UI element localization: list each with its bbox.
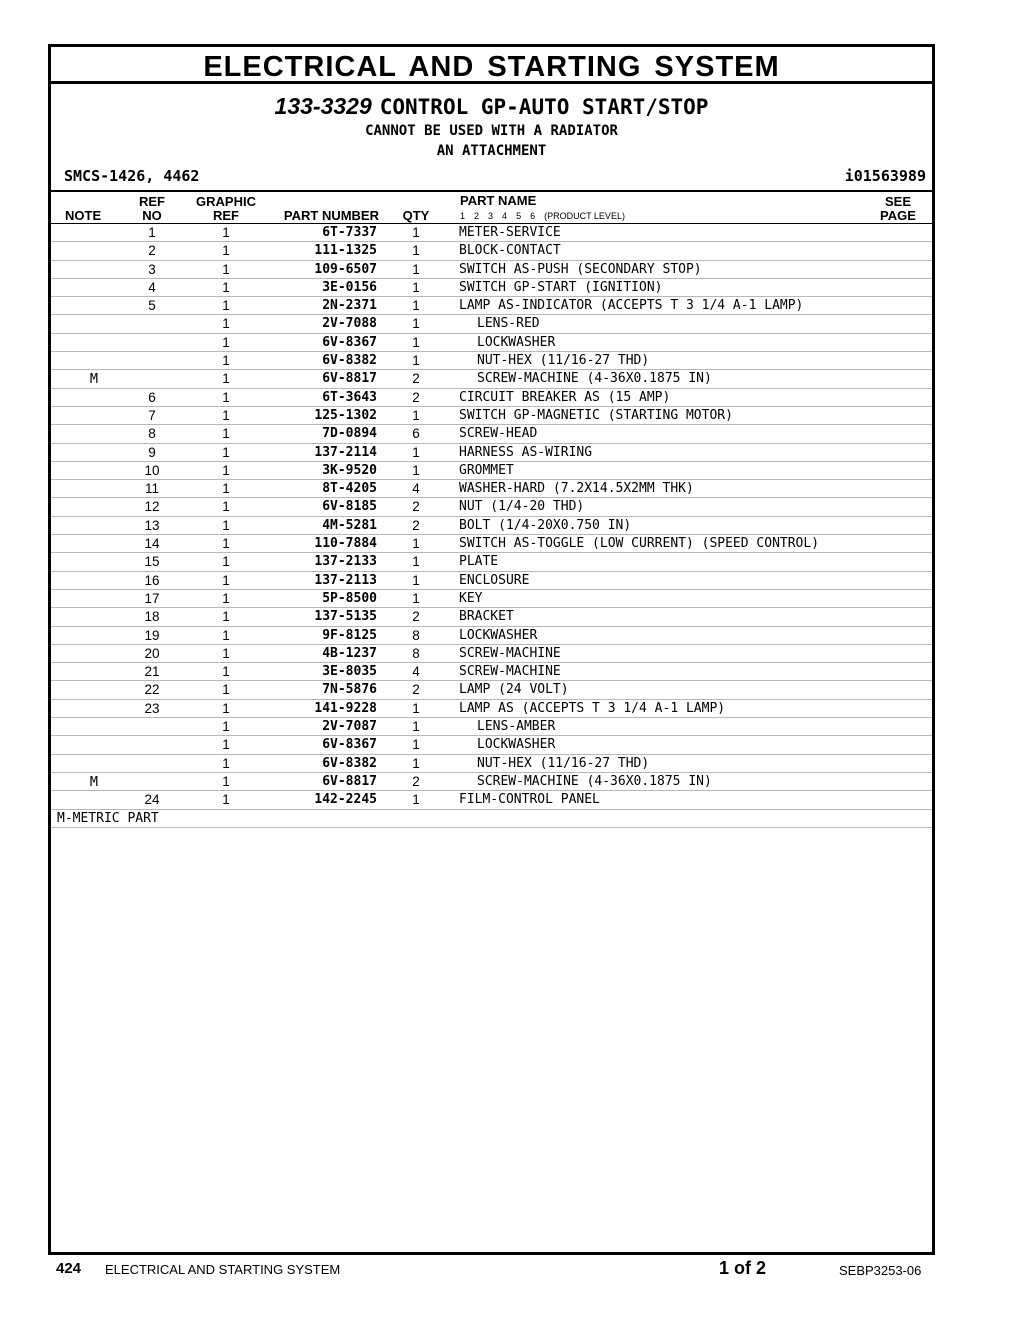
col-header-part-number: PART NUMBER — [283, 208, 379, 223]
row-part-number: 2N-2371 — [322, 298, 377, 314]
row-qty: 4 — [412, 664, 420, 680]
smcs-codes: SMCS-1426, 4462 — [64, 167, 200, 185]
row-ref-no: 7 — [148, 407, 156, 423]
table-row — [51, 425, 932, 443]
level-2: 2 — [474, 211, 480, 221]
row-ref-no: 6 — [148, 389, 156, 405]
row-ref-no: 3 — [148, 261, 156, 277]
row-graphic-ref: 1 — [222, 590, 230, 606]
row-ref-no: 16 — [144, 572, 160, 588]
row-part-name: LAMP (24 VOLT) — [459, 682, 569, 698]
table-row — [51, 444, 932, 462]
row-ref-no: 18 — [144, 609, 160, 625]
table-row — [51, 407, 932, 425]
row-graphic-ref: 1 — [222, 682, 230, 698]
table-row — [51, 462, 932, 480]
row-part-name: GROMMET — [459, 462, 514, 478]
row-part-number: 7D-0894 — [322, 426, 377, 442]
row-ref-no: 5 — [148, 298, 156, 314]
page-title: ELECTRICAL AND STARTING SYSTEM — [203, 51, 780, 83]
row-graphic-ref: 1 — [222, 554, 230, 570]
table-row — [51, 315, 932, 333]
row-graphic-ref: 1 — [222, 572, 230, 588]
row-ref-no: 13 — [144, 517, 160, 533]
row-qty: 1 — [412, 279, 420, 295]
table-row — [51, 773, 932, 791]
table-row — [51, 517, 932, 535]
table-row — [51, 645, 932, 663]
level-5: 5 — [516, 211, 522, 221]
col-header-graphic-bottom: REF — [213, 208, 239, 223]
row-qty: 1 — [412, 755, 420, 771]
metric-note-row — [51, 810, 932, 828]
row-graphic-ref: 1 — [222, 719, 230, 735]
row-part-name: SWITCH GP-START (IGNITION) — [459, 279, 663, 295]
row-ref-no: 22 — [144, 682, 160, 698]
table-row — [51, 736, 932, 754]
row-graphic-ref: 1 — [222, 481, 230, 497]
table-row — [51, 791, 932, 809]
row-ref-no: 10 — [144, 462, 160, 478]
row-graphic-ref: 1 — [222, 243, 230, 259]
row-qty: 2 — [412, 389, 420, 405]
table-row — [51, 389, 932, 407]
row-part-number: 4M-5281 — [322, 517, 377, 533]
row-part-number: 2V-7088 — [322, 316, 377, 332]
table-row — [51, 755, 932, 773]
col-header-see-bottom: PAGE — [880, 208, 916, 223]
row-part-number: 137-2133 — [314, 554, 377, 570]
row-part-name: LENS-RED — [477, 316, 540, 332]
row-graphic-ref: 1 — [222, 407, 230, 423]
row-qty: 1 — [412, 243, 420, 259]
row-part-number: 2V-7087 — [322, 719, 377, 735]
row-graphic-ref: 1 — [222, 334, 230, 350]
row-part-number: 7N-5876 — [322, 682, 377, 698]
row-part-name: SCREW-HEAD — [459, 426, 538, 442]
row-part-number: 3E-8035 — [322, 664, 377, 680]
row-part-number: 6V-8382 — [322, 353, 377, 369]
row-graphic-ref: 1 — [222, 755, 230, 771]
row-qty: 6 — [412, 426, 420, 442]
illustration-id: i01563989 — [844, 167, 926, 185]
row-part-name: FILM-CONTROL PANEL — [459, 792, 600, 808]
row-part-name: SCREW-MACHINE (4-36X0.1875 IN) — [477, 773, 712, 789]
table-row — [51, 224, 932, 242]
row-part-number: 6V-8367 — [322, 334, 377, 350]
col-header-graphic-top: GRAPHIC — [196, 194, 256, 209]
row-part-number: 4B-1237 — [322, 645, 377, 661]
row-ref-no: 15 — [144, 554, 160, 570]
row-graphic-ref: 1 — [222, 773, 230, 789]
row-part-name: BOLT (1/4-20X0.750 IN) — [459, 517, 632, 533]
row-part-number: 6T-3643 — [322, 389, 377, 405]
table-row — [51, 627, 932, 645]
row-graphic-ref: 1 — [222, 536, 230, 552]
row-qty: 2 — [412, 682, 420, 698]
table-row — [51, 279, 932, 297]
product-levels — [460, 211, 634, 221]
row-ref-no: 12 — [144, 499, 160, 515]
row-part-name: SWITCH AS-TOGGLE (LOW CURRENT) (SPEED CONTROL) — [459, 536, 820, 552]
row-part-name: BRACKET — [459, 609, 514, 625]
parts-page-frame — [48, 44, 935, 1255]
row-qty: 1 — [412, 261, 420, 277]
row-graphic-ref: 1 — [222, 499, 230, 515]
row-part-name: LOCKWASHER — [459, 627, 538, 643]
row-part-number: 137-5135 — [314, 609, 377, 625]
row-qty: 2 — [412, 609, 420, 625]
row-qty: 1 — [412, 572, 420, 588]
row-ref-no: 14 — [144, 536, 160, 552]
row-part-name: HARNESS AS-WIRING — [459, 444, 593, 460]
row-graphic-ref: 1 — [222, 225, 230, 240]
row-qty: 8 — [412, 627, 420, 643]
row-part-name: BLOCK-CONTACT — [459, 243, 561, 259]
row-part-number: 142-2245 — [314, 792, 377, 808]
table-row — [51, 663, 932, 681]
row-part-name: SCREW-MACHINE — [459, 645, 561, 661]
row-graphic-ref: 1 — [222, 609, 230, 625]
row-graphic-ref: 1 — [222, 627, 230, 643]
table-row — [51, 370, 932, 388]
row-qty: 8 — [412, 645, 420, 661]
row-graphic-ref: 1 — [222, 279, 230, 295]
row-qty: 2 — [412, 517, 420, 533]
row-qty: 1 — [412, 462, 420, 478]
table-row — [51, 297, 932, 315]
level-6: 6 — [530, 211, 536, 221]
row-graphic-ref: 1 — [222, 353, 230, 369]
row-ref-no: 8 — [148, 426, 156, 442]
row-part-name: SCREW-MACHINE — [459, 664, 561, 680]
metric-note: M-METRIC PART — [57, 810, 159, 826]
row-note: M — [89, 773, 99, 790]
row-part-number: 3E-0156 — [322, 279, 377, 295]
row-part-name: LAMP AS (ACCEPTS T 3 1/4 A-1 LAMP) — [459, 700, 726, 716]
table-row — [51, 608, 932, 626]
row-ref-no: 24 — [144, 792, 160, 808]
level-1: 1 — [460, 211, 466, 221]
row-part-number: 6V-8367 — [322, 737, 377, 753]
row-part-number: 141-9228 — [314, 700, 377, 716]
row-qty: 4 — [412, 481, 420, 497]
row-part-name: NUT (1/4-20 THD) — [459, 499, 585, 515]
table-row — [51, 334, 932, 352]
row-part-name: METER-SERVICE — [459, 225, 561, 240]
table-row — [51, 242, 932, 260]
row-ref-no: 21 — [144, 664, 160, 680]
row-part-name: NUT-HEX (11/16-27 THD) — [477, 353, 650, 369]
row-graphic-ref: 1 — [222, 462, 230, 478]
footer-page-of: 1 of 2 — [719, 1258, 767, 1278]
row-graphic-ref: 1 — [222, 792, 230, 808]
row-part-name: SWITCH GP-MAGNETIC (STARTING MOTOR) — [459, 407, 733, 423]
row-ref-no: 20 — [144, 645, 160, 661]
row-qty: 1 — [412, 536, 420, 552]
row-part-number: 6V-8382 — [322, 755, 377, 771]
level-4: 4 — [502, 211, 508, 221]
row-ref-no: 19 — [144, 627, 160, 643]
table-row — [51, 498, 932, 516]
row-ref-no: 17 — [144, 590, 160, 606]
row-qty: 1 — [412, 792, 420, 808]
row-part-name: SWITCH AS-PUSH (SECONDARY STOP) — [459, 261, 702, 277]
row-part-number: 125-1302 — [314, 407, 377, 423]
row-graphic-ref: 1 — [222, 645, 230, 661]
table-row — [51, 535, 932, 553]
row-part-number: 3K-9520 — [322, 462, 377, 478]
row-graphic-ref: 1 — [222, 426, 230, 442]
group-part-name: CONTROL GP-AUTO START/STOP — [379, 95, 709, 119]
parts-table — [51, 224, 932, 828]
row-graphic-ref: 1 — [222, 664, 230, 680]
row-note: M — [89, 371, 99, 388]
row-part-name: PLATE — [459, 554, 499, 570]
row-qty: 1 — [412, 590, 420, 606]
table-row — [51, 352, 932, 370]
table-row — [51, 553, 932, 571]
row-qty: 1 — [412, 700, 420, 716]
levels-label: (PRODUCT LEVEL) — [544, 211, 625, 221]
col-header-note: NOTE — [65, 208, 102, 223]
row-part-name: CIRCUIT BREAKER AS (15 AMP) — [459, 389, 671, 405]
footer-document-number: SEBP3253-06 — [839, 1263, 922, 1278]
col-header-part-name: PART NAME — [460, 193, 537, 208]
table-row — [51, 590, 932, 608]
row-part-number: 6V-8817 — [322, 773, 377, 789]
col-header-see-top: SEE — [884, 194, 911, 209]
row-part-number: 6T-7337 — [322, 225, 377, 240]
row-graphic-ref: 1 — [222, 298, 230, 314]
row-part-number: 9F-8125 — [322, 627, 377, 643]
footer-section: ELECTRICAL AND STARTING SYSTEM — [105, 1262, 341, 1277]
row-qty: 1 — [412, 225, 420, 240]
row-graphic-ref: 1 — [222, 371, 230, 387]
row-part-number: 6V-8185 — [322, 499, 377, 515]
row-part-name: WASHER-HARD (7.2X14.5X2MM THK) — [459, 481, 694, 497]
row-qty: 1 — [412, 298, 420, 314]
footer-page-number: 424 — [56, 1260, 82, 1277]
row-part-name: LOCKWASHER — [477, 334, 556, 350]
row-graphic-ref: 1 — [222, 316, 230, 332]
row-part-number: 8T-4205 — [322, 481, 377, 497]
row-qty: 1 — [412, 407, 420, 423]
usage-note-1: CANNOT BE USED WITH A RADIATOR — [365, 123, 618, 139]
row-part-name: KEY — [459, 590, 483, 606]
row-ref-no: 11 — [144, 481, 159, 497]
table-row — [51, 718, 932, 736]
row-qty: 2 — [412, 773, 420, 789]
usage-note-2: AN ATTACHMENT — [436, 143, 547, 159]
row-part-number: 110-7884 — [314, 536, 377, 552]
row-qty: 1 — [412, 719, 420, 735]
table-row — [51, 681, 932, 699]
title-divider — [51, 81, 932, 84]
col-header-qty: QTY — [402, 208, 430, 223]
row-part-name: LOCKWASHER — [477, 737, 556, 753]
row-part-number: 111-1325 — [314, 243, 377, 259]
row-ref-no: 9 — [148, 444, 156, 460]
col-header-ref-top: REF — [139, 194, 165, 209]
group-part-number: 133-3329 — [274, 93, 372, 119]
row-qty: 2 — [412, 371, 420, 387]
row-graphic-ref: 1 — [222, 517, 230, 533]
group-heading — [51, 92, 932, 121]
row-qty: 1 — [412, 316, 420, 332]
row-part-name: ENCLOSURE — [459, 572, 530, 588]
row-ref-no: 23 — [144, 700, 160, 716]
table-row — [51, 572, 932, 590]
row-part-number: 109-6507 — [314, 261, 377, 277]
table-row — [51, 261, 932, 279]
row-part-number: 5P-8500 — [322, 590, 377, 606]
row-graphic-ref: 1 — [222, 444, 230, 460]
row-qty: 1 — [412, 353, 420, 369]
table-row — [51, 480, 932, 498]
level-3: 3 — [488, 211, 494, 221]
row-qty: 1 — [412, 334, 420, 350]
row-qty: 1 — [412, 444, 420, 460]
row-graphic-ref: 1 — [222, 389, 230, 405]
row-part-name: NUT-HEX (11/16-27 THD) — [477, 755, 650, 771]
row-part-number: 6V-8817 — [322, 371, 377, 387]
row-qty: 1 — [412, 737, 420, 753]
row-graphic-ref: 1 — [222, 261, 230, 277]
row-part-name: LAMP AS-INDICATOR (ACCEPTS T 3 1/4 A-1 LAMP) — [459, 298, 804, 314]
table-row — [51, 700, 932, 718]
col-header-ref-bottom: NO — [142, 208, 162, 223]
row-qty: 1 — [412, 554, 420, 570]
header-divider — [51, 190, 932, 192]
row-part-name: SCREW-MACHINE (4-36X0.1875 IN) — [477, 371, 712, 387]
row-graphic-ref: 1 — [222, 737, 230, 753]
row-ref-no: 2 — [148, 243, 156, 259]
row-part-number: 137-2114 — [314, 444, 377, 460]
row-ref-no: 4 — [148, 279, 156, 295]
row-part-name: LENS-AMBER — [477, 719, 556, 735]
row-graphic-ref: 1 — [222, 700, 230, 716]
row-qty: 2 — [412, 499, 420, 515]
row-part-number: 137-2113 — [314, 572, 377, 588]
row-ref-no: 1 — [148, 225, 156, 240]
